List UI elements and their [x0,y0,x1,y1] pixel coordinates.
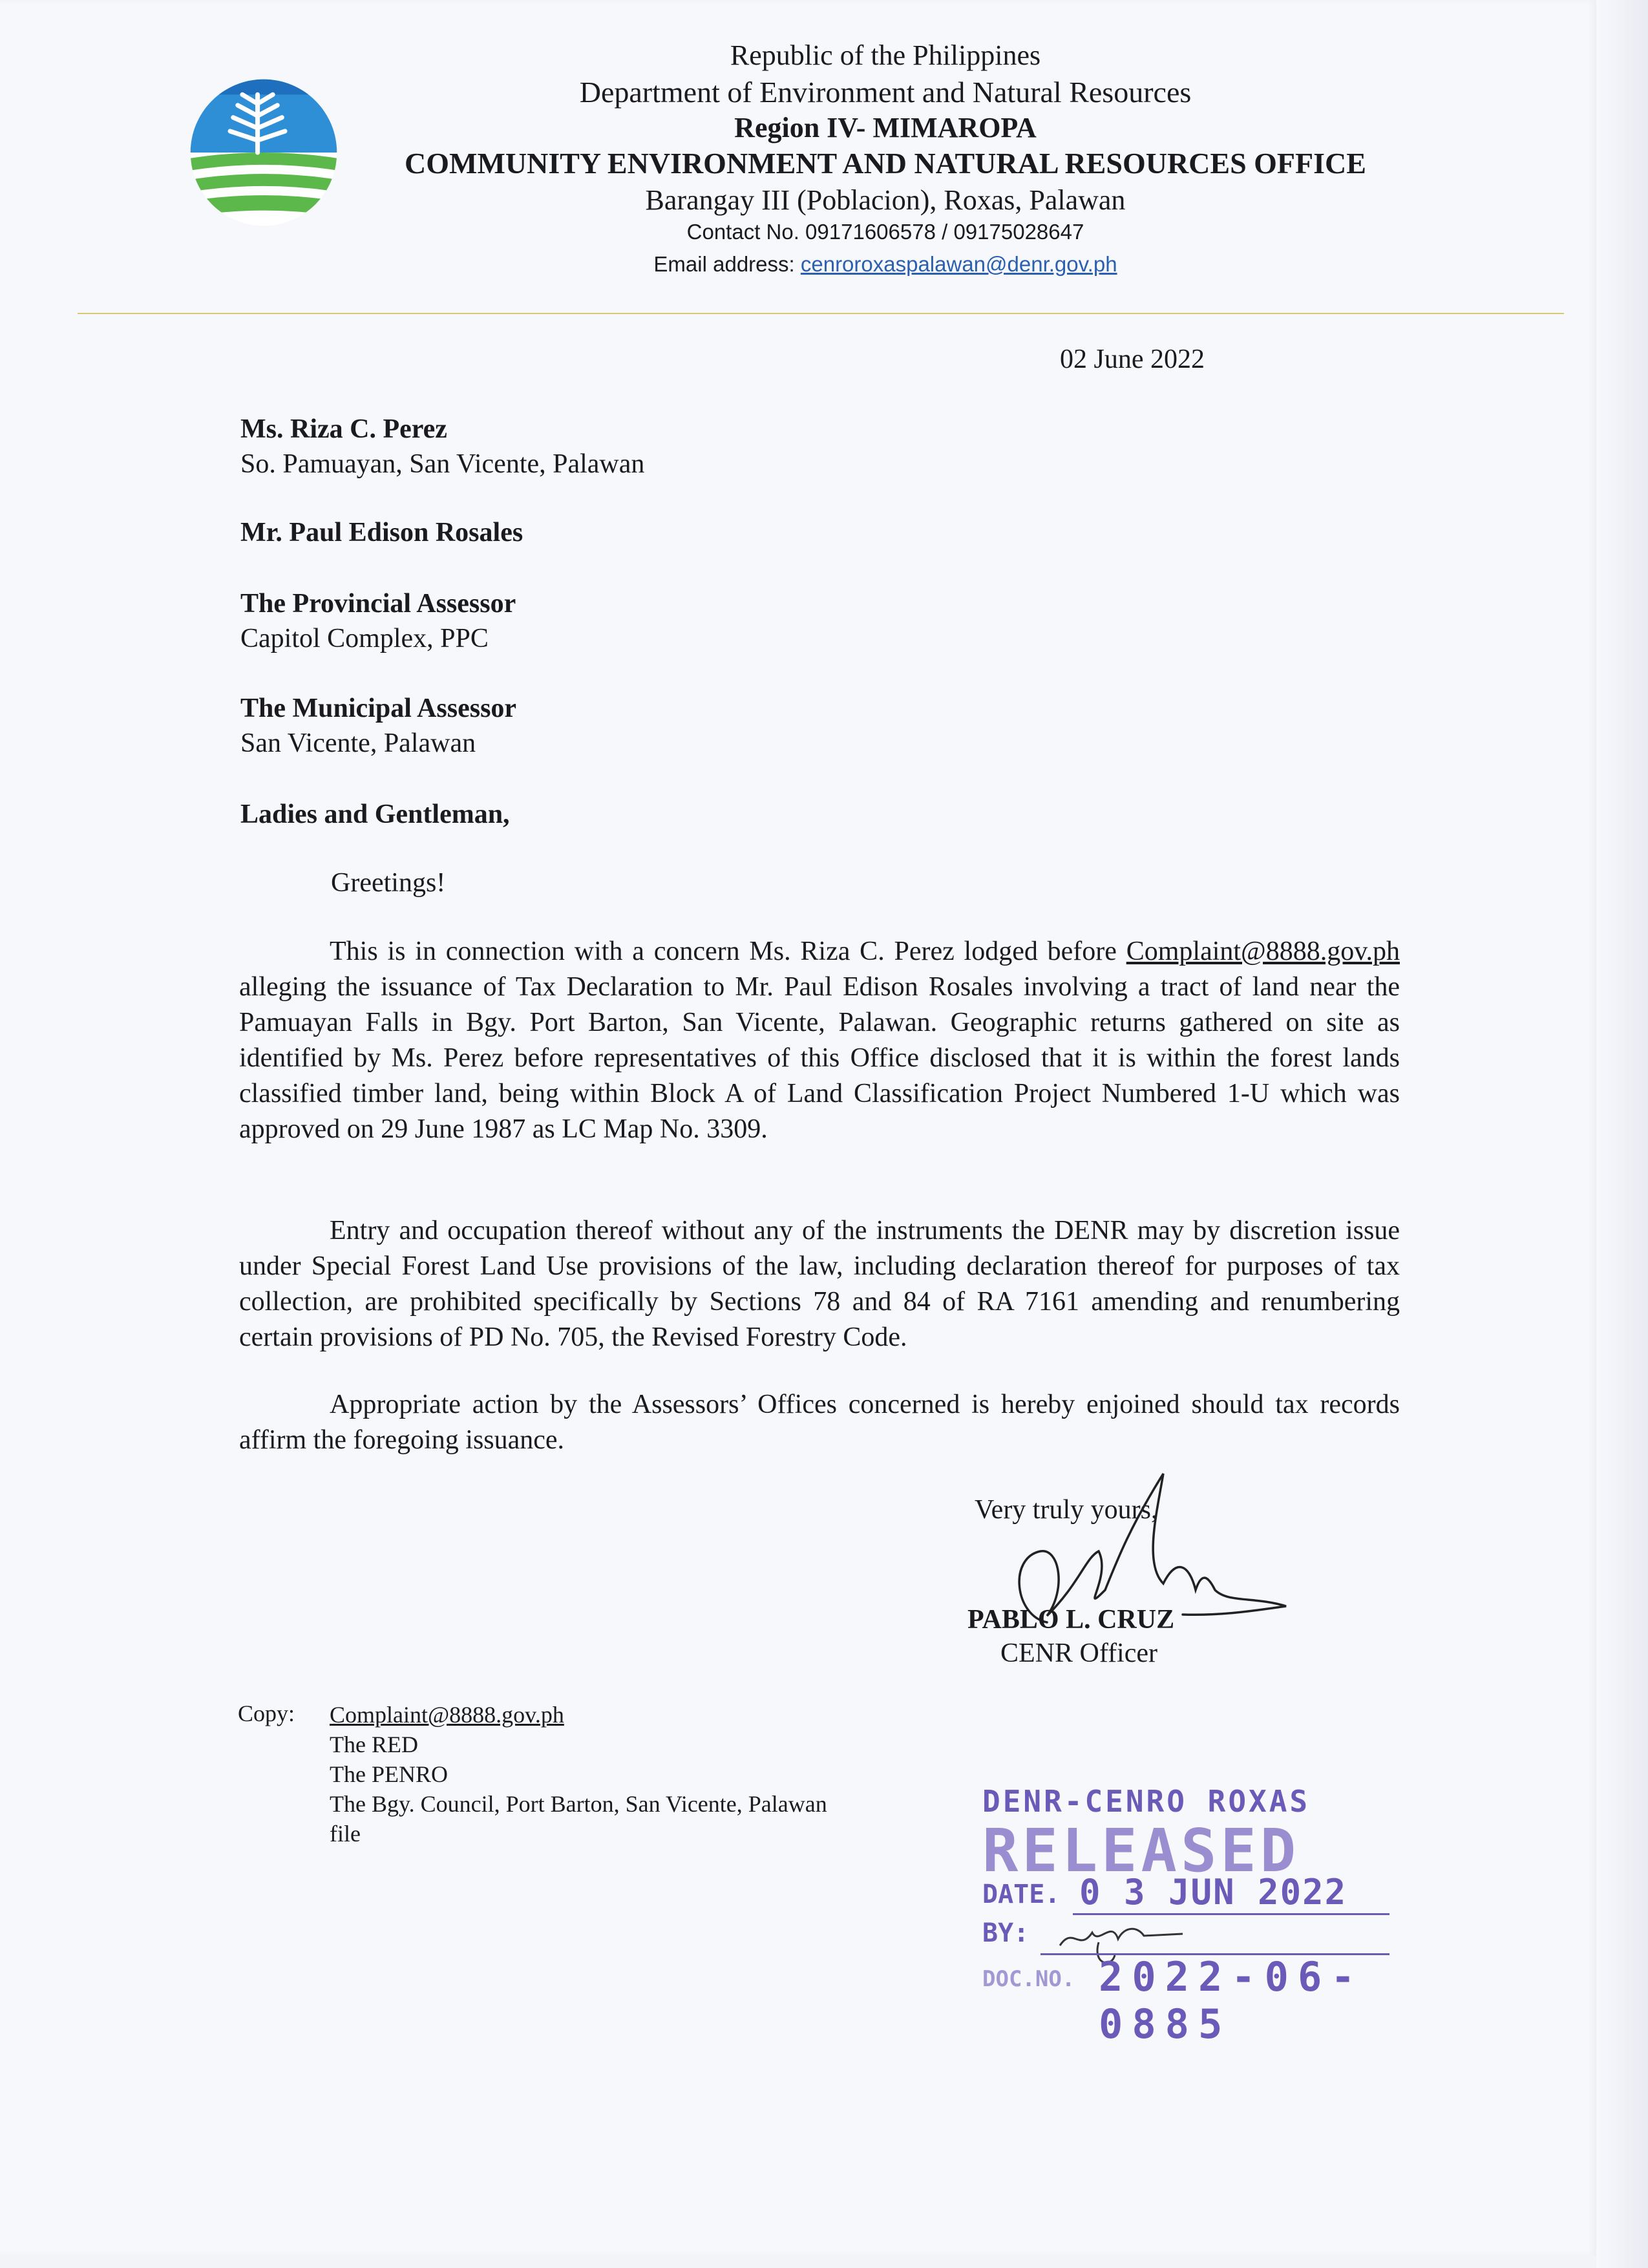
body-paragraph-2: Entry and occupation thereof without any of the instruments the DENR may by discretion issue under Special Forest Land Use provisions of the law, including declaration thereof for purposes of tax collection, are prohibited specifically by Sections 78 and 84 of RA 7161 amending and renumbering certain provisions of PD No. 705, the Revised Forestry Code. [239,1216,1400,1352]
p1-text: This is in connection with a concern Ms. Riza C. Perez lodged before [330,937,1126,966]
letterhead-contact: Contact No. 09171606578 / 09175028647 [686,220,1084,244]
stamp-date-label: DATE. [982,1880,1061,1909]
letter-date: 02 June 2022 [1060,344,1205,374]
letterhead-region: Region IV- MIMAROPA [734,112,1037,143]
stamp-doc-label: DOC.NO. [982,1966,1075,1992]
copy-recipient: The Bgy. Council, Port Barton, San Vicente, Palawan [330,1791,827,1817]
email-label: Email address: [653,252,801,276]
copy-recipient[interactable]: Complaint@8888.gov.ph [330,1702,564,1728]
addressee-name: The Provincial Assessor [240,589,516,619]
letterhead-divider [78,313,1564,314]
addressee-address: Capitol Complex, PPC [240,624,489,653]
copy-recipients [330,1700,827,1849]
body-paragraph-3: Appropriate action by the Assessors’ Offices concerned is hereby enjoined should tax records affirm the foregoing issuance. [239,1390,1400,1455]
page-edge [1596,0,1648,2268]
addressee-name: Mr. Paul Edison Rosales [240,518,523,547]
stamp-doc-number: 2022-06-0885 [1099,1953,1364,2048]
salutation: Ladies and Gentleman, [240,800,510,829]
letterhead-email-line [304,252,1467,277]
addressee-name: The Municipal Assessor [240,694,517,723]
addressee-address: San Vicente, Palawan [240,728,476,758]
closing: Very truly yours, [975,1495,1158,1525]
stamp-office: DENR-CENRO ROXAS [982,1784,1311,1819]
copy-recipient: The PENRO [330,1761,448,1787]
copy-label: Copy: [238,1701,295,1726]
p1-text-cont: alleging the issuance of Tax Declaration to Mr. Paul Edison Rosales involving a tract of land near the Pamuayan Falls in Bgy. Port Barton, San Vicente, Palawan. Geographic returns gathered on site as identified by Ms. Perez before representatives of this Office disclosed that it is within the forest lands classified timber land, being within Block A of Land Classification Project Numbered 1-U which was approved on 29 June 1987 as LC Map No. 3309. [239,972,1400,1144]
letterhead-address: Barangay III (Poblacion), Roxas, Palawan [645,184,1126,216]
stamp-date-value: 0 3 JUN 2022 [1079,1872,1347,1913]
addressee-address: So. Pamuayan, San Vicente, Palawan [240,449,645,479]
letterhead-department: Department of Environment and Natural Resources [579,76,1192,109]
letterhead-republic: Republic of the Philippines [730,39,1041,71]
greeting: Greetings! [331,868,446,898]
copy-recipient: file [330,1821,361,1847]
letterhead-office: COMMUNITY ENVIRONMENT AND NATURAL RESOURCES OFFICE [405,147,1366,180]
released-stamp [976,1784,1467,2048]
stamp-by-label: BY: [982,1918,1030,1948]
email-link[interactable]: cenroroxaspalawan@denr.gov.ph [800,252,1117,276]
stamp-status: RELEASED [982,1816,1300,1885]
body-paragraph-1 [239,934,1400,1147]
addressee-name: Ms. Riza C. Perez [240,414,447,444]
signatory-name: PABLO L. CRUZ [967,1605,1175,1635]
complaint-email-link[interactable]: Complaint@8888.gov.ph [1126,937,1400,966]
copy-recipient: The RED [330,1732,418,1757]
signatory-title: CENR Officer [1000,1638,1157,1668]
